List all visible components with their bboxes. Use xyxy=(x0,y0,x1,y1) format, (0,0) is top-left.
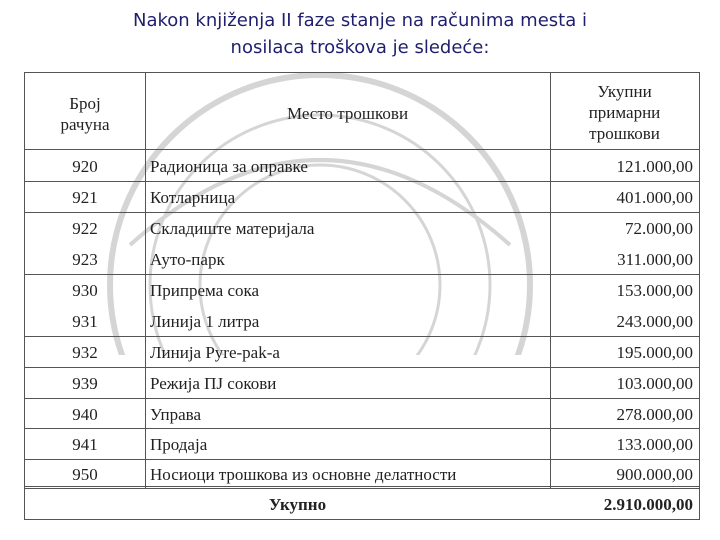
row-amount: 103.000,00 xyxy=(616,374,693,393)
row-account: 940 xyxy=(72,405,98,424)
row-place: Котларница xyxy=(150,188,236,207)
row-place: Припрема сока xyxy=(150,281,260,300)
row-amount: 278.000,00 xyxy=(616,405,693,424)
header-account: Број рачуна xyxy=(60,94,110,134)
title-line-1: Nakon knjiženja II faze stanje na računima mesta i xyxy=(133,10,587,31)
row-place: Ауто-парк xyxy=(150,250,225,269)
row-amount: 153.000,00 xyxy=(616,281,693,300)
row-place: Складиште материјала xyxy=(150,219,315,238)
row-account: 931 xyxy=(72,312,98,331)
row-amount: 195.000,00 xyxy=(616,343,693,362)
row-account: 923 xyxy=(72,250,98,269)
row-account: 950 xyxy=(72,465,98,484)
row-amount: 133.000,00 xyxy=(616,435,693,454)
row-amount: 401.000,00 xyxy=(616,188,693,207)
total-amount: 2.910.000,00 xyxy=(603,495,693,514)
row-place: Линија Pyre-pak-a xyxy=(150,343,280,362)
row-account: 932 xyxy=(72,343,98,362)
row-amount: 311.000,00 xyxy=(617,250,693,269)
row-place: Управа xyxy=(150,405,202,424)
row-amount: 243.000,00 xyxy=(616,312,693,331)
row-place: Линија 1 литра xyxy=(150,312,260,331)
row-account: 930 xyxy=(72,281,98,300)
cost-table xyxy=(24,72,700,520)
header-total: Укупни примарни трошкови xyxy=(588,82,661,143)
column-divider xyxy=(145,73,146,488)
row-place: Радионица за оправке xyxy=(150,157,308,176)
row-amount: 121.000,00 xyxy=(616,157,693,176)
row-place: Носиоци трошкова из основне делатности xyxy=(150,465,457,484)
row-amount: 900.000,00 xyxy=(616,465,693,484)
row-account: 939 xyxy=(72,374,98,393)
slide-title xyxy=(60,7,660,61)
header-place: Место трошкови xyxy=(286,104,409,123)
row-account: 941 xyxy=(72,435,98,454)
row-account: 922 xyxy=(72,219,98,238)
row-place: Продаја xyxy=(150,435,208,454)
row-account: 920 xyxy=(72,157,98,176)
row-account: 921 xyxy=(72,188,98,207)
row-amount: 72.000,00 xyxy=(625,219,693,238)
total-label: Укупно xyxy=(268,495,327,514)
row-place: Режија ПЈ сокови xyxy=(150,374,277,393)
title-line-2: nosilaca troškova je sledeće: xyxy=(230,37,490,58)
